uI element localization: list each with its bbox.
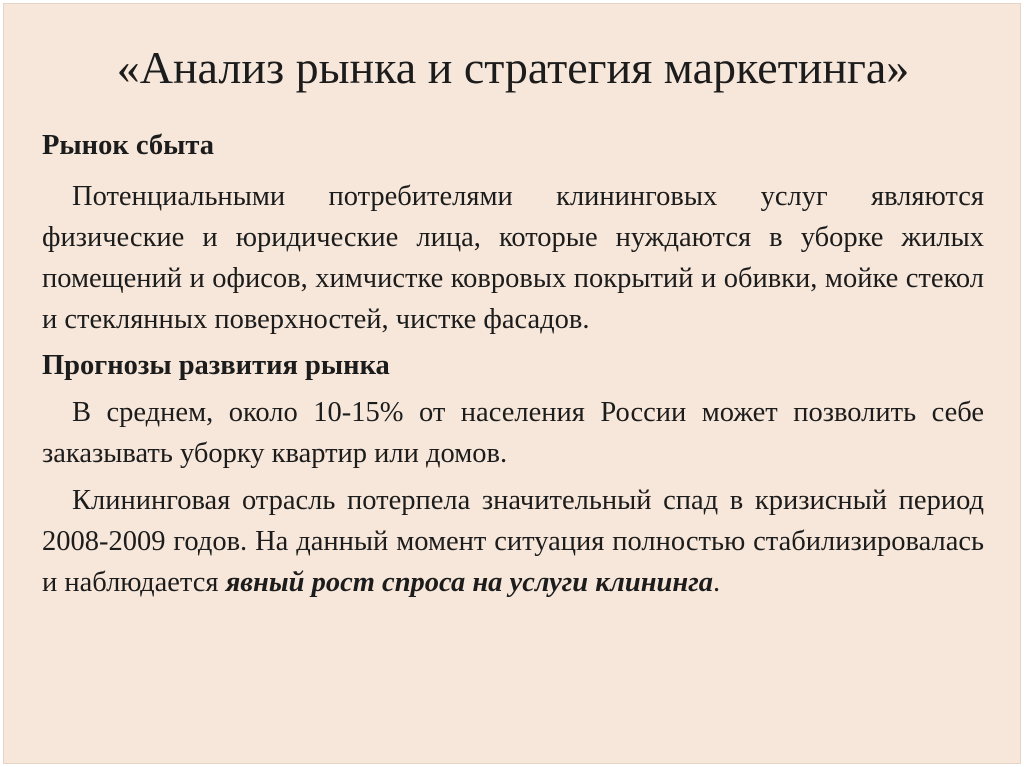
section-heading-market: Рынок сбыта: [42, 130, 214, 161]
section-heading-forecast: Прогнозы развития рынка: [42, 350, 390, 381]
emphasis-demand-growth: явный рост спроса на услуги клининга: [225, 567, 713, 598]
paragraph-population-share: В среднем, около 10-15% от населения России может позволить себе заказывать уборку квартир или домов.: [42, 397, 984, 469]
paragraph-end-mark: .: [713, 567, 721, 598]
slide-content: [42, 122, 984, 603]
paragraph-consumers: Потенциальными потребителями клининговых услуг являются физические и юридические лица, которые нуждаются в уборке жилых помещений и офисов, химчистке ковровых покрытий и обивки, мойке стекол и стеклянных поверхностей, чистке фасадов.: [42, 181, 984, 335]
paragraph-industry-status: [42, 480, 984, 603]
slide-title: «Анализ рынка и стратегия маркетинга»: [116, 42, 910, 93]
slide: [3, 3, 1021, 764]
paragraph-industry-status-text: Клининговая отрасль потерпела значительный спад в кризисный период 2008-2009 годов. На данный момент ситуация полностью стабилизировалась и наблюдается: [42, 485, 984, 598]
